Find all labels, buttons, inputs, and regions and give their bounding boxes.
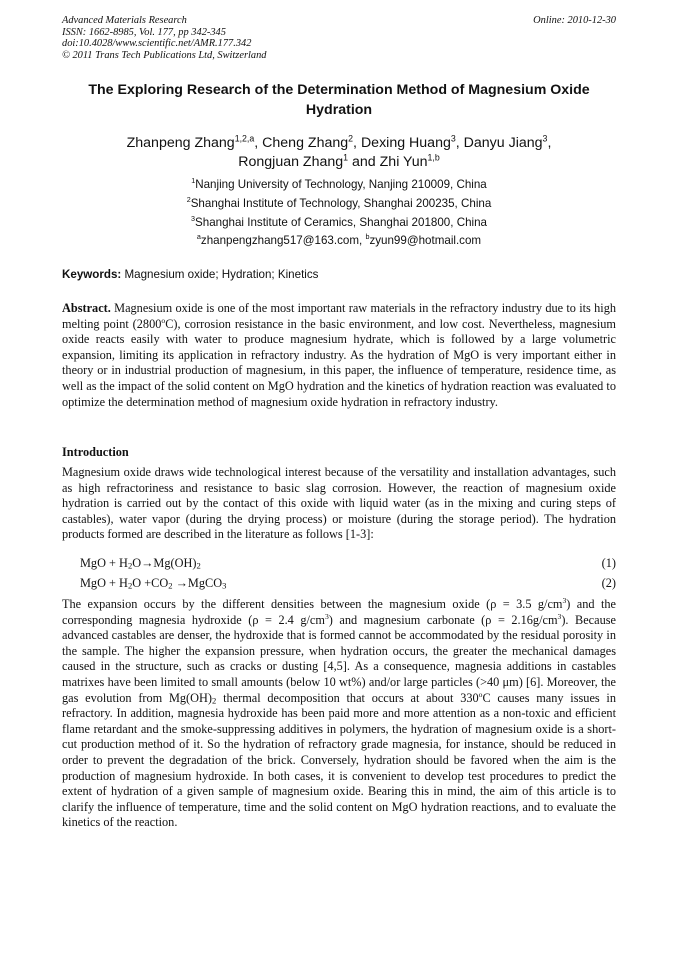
affiliation-mark: 2 — [186, 194, 191, 204]
paper-title: The Exploring Research of the Determination Method of Magnesium Oxide Hydration — [88, 82, 590, 118]
subscript: 3 — [222, 580, 227, 591]
subscript: 2 — [127, 560, 133, 571]
superscript: 3 — [562, 595, 567, 605]
author-superscript: 2 — [348, 133, 354, 144]
keywords-label: Keywords: — [62, 268, 122, 281]
superscript: 3 — [324, 611, 329, 621]
affiliation — [62, 176, 616, 195]
affiliation-mark: 1 — [191, 176, 196, 186]
emails — [62, 232, 616, 251]
journal-name: Advanced Materials Research — [62, 15, 187, 26]
affiliation-mark: 3 — [191, 213, 196, 223]
author: Zhi Yun — [379, 154, 428, 170]
affiliation — [62, 195, 616, 214]
paragraph: Magnesium oxide draws wide technological interest because of the versatility and installation advantages, such as high refractoriness and resistance to basic slag corrosion. However, the reaction of magnesium oxide hydration is carried out by the contact of this oxide with liquid water (as in the mixing and curing steps of castables), water vapor (during the drying process) or moisture (during the storage period). The hydration products formed are described in the literature as follows [1-3]: — [62, 465, 616, 542]
author: Zhanpeng Zhang — [126, 135, 235, 151]
journal-info — [62, 15, 266, 61]
affiliation — [62, 214, 616, 233]
affiliation-text: Nanjing University of Technology, Nanjing 210009, China — [195, 178, 487, 191]
author-superscript: 1,b — [427, 152, 440, 163]
email: zhanpengzhang517@163.com, — [200, 234, 366, 248]
equation-text: →MgCO — [172, 576, 223, 590]
equation-text: O +CO — [132, 576, 169, 590]
email-mark: b — [365, 232, 370, 242]
separator: , — [547, 135, 552, 151]
issn: ISSN: 1662-8985, Vol. 177, pp 342-345 — [62, 26, 226, 38]
author-superscript: 3 — [542, 133, 548, 144]
paragraph-text: ). Because advanced castables are denser, the hydroxide that is formed cannot be accommodated by the residual porosity in the sample. The higher the expansion pressure, when hydration occurs, the greater the mechanical damages caused in the structure, such as cracks or dusting [4,5]. As a consequence, magnesia additions in castables matrixes have been limited to small amounts (below 10 wt%) and/or large particles (>40 μm) [6]. Moreover, the gas evolution from Mg(OH) — [62, 612, 616, 705]
separator: , — [254, 135, 263, 151]
author-superscript: 1 — [343, 152, 349, 163]
paragraph-text: The expansion occurs by the different densities between the magnesium oxide (ρ = 3.5 g/cm — [62, 597, 563, 611]
abstract-text: Magnesium oxide is one of the most important raw materials in the refractory industry due to its high melting point (2800 — [62, 301, 616, 331]
equation-text: MgO + H — [80, 556, 128, 570]
author: Cheng Zhang — [262, 135, 349, 151]
paragraph-text: C causes many issues in refractory. In addition, magnesia hydroxide has been paid more and more attention as a non-toxic and efficient flame retardant and the smoke-suppressing additives in polymers, the hydration of magnesium oxide is a short-cut production method of it. So the hydration of refractory grade magnesia, for instance, should be reduced in order to prevent the degradation of the brick. Conversely, hydration should be favored when the aim is the production of magnesium hydroxide. In both cases, it is convenient to develop test procedures to predict the extent of hydration of a given sample of magnesium oxide. Bearing this in mind, the aim of this article is to clarify the influence of temperature, time and the solid content on MgO hydration reactions, and to evaluate the kinetics of the reaction. — [62, 690, 616, 830]
abstract — [62, 301, 616, 410]
subscript: 2 — [196, 560, 201, 571]
superscript: o — [478, 689, 483, 699]
author: Rongjuan Zhang — [238, 154, 344, 170]
affiliation-text: Shanghai Institute of Technology, Shanghai 200235, China — [190, 196, 492, 210]
paragraph-text: ) and magnesium carbonate (ρ = 2.16g/cm — [328, 612, 558, 627]
author: Dexing Huang — [360, 135, 451, 151]
equation-number: (1) — [601, 556, 616, 570]
email: zyun99@hotmail.com — [369, 234, 482, 248]
equation-2 — [80, 576, 616, 591]
abstract-label: Abstract. — [62, 301, 111, 315]
degree-mark: o — [161, 315, 166, 325]
paragraph-text: thermal decomposition that occurs at about 330 — [216, 690, 479, 705]
author-superscript: 1,2,a — [234, 133, 255, 144]
affiliation-text: Shanghai Institute of Ceramics, Shanghai 201800, China — [195, 215, 487, 229]
separator: , — [455, 135, 464, 151]
equation-text: O→Mg(OH) — [132, 556, 197, 570]
equation-text: MgO + H — [80, 576, 128, 590]
author-superscript: 3 — [450, 133, 456, 144]
subscript: 2 — [127, 580, 133, 591]
affiliations — [62, 176, 616, 251]
superscript: 3 — [557, 611, 562, 621]
paragraph-text: ) and the corresponding magnesia hydroxide (ρ = 2.4 g/cm — [62, 597, 616, 627]
abstract-text: C), corrosion resistance in the basic environment, and low cost. Nevertheless, magnesium oxide reacts easily with water to produce magnesium hydrate, which is followed by a large volumetric expansion, limiting its application in refractory industry. As the hydration of MgO is very important either in theory or in industrial production of magnesium, in this paper, the influence of temperature, residence time, as well as the impact of the solid content on MgO hydration and the kinetics of hydration reaction was evaluated to optimize the determination method of magnesium oxide hydration in refractory industry. — [62, 316, 616, 409]
section-heading: Introduction — [62, 445, 129, 459]
subscript: 2 — [212, 695, 217, 706]
equation-1 — [80, 556, 616, 571]
doi: doi:10.4028/www.scientific.net/AMR.177.342 — [62, 38, 252, 49]
keywords — [62, 268, 616, 281]
email-mark: a — [196, 232, 201, 242]
keywords-text: Magnesium oxide; Hydration; Kinetics — [121, 268, 319, 281]
copyright: © 2011 Trans Tech Publications Ltd, Switzerland — [62, 49, 267, 61]
separator: and — [348, 154, 380, 170]
equation-number: (2) — [601, 576, 616, 590]
author-list — [62, 134, 616, 172]
paragraph — [62, 597, 616, 831]
separator: , — [353, 135, 361, 151]
author: Danyu Jiang — [463, 135, 543, 151]
subscript: 2 — [168, 580, 173, 591]
online-date: Online: 2010-12-30 — [533, 15, 616, 26]
